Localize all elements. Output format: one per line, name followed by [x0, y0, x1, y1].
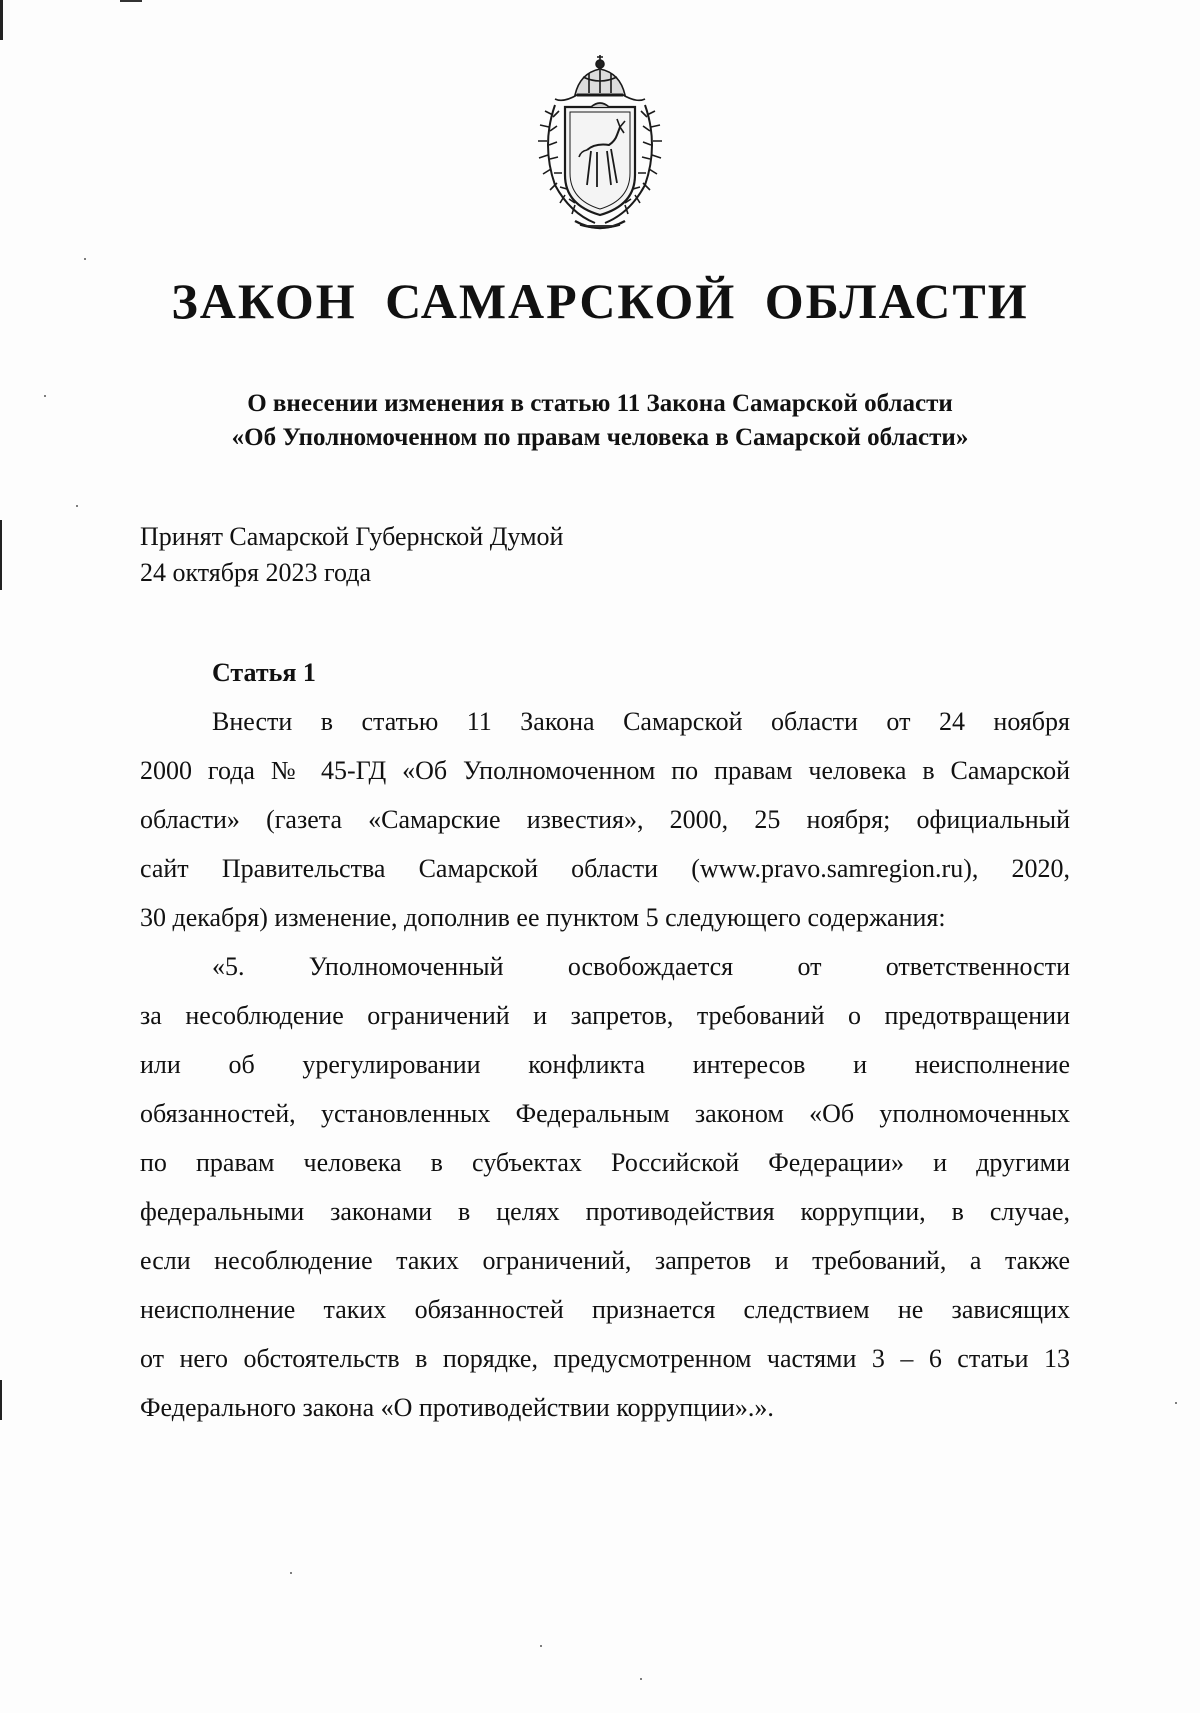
- body-text-line: сайт Правительства Самарской области (www.pravo.samregion.ru), 2020,: [140, 854, 1070, 883]
- body-text-line: федеральными законами в целях противодействия коррупции, в случае,: [140, 1197, 1070, 1226]
- scan-edge: [0, 520, 2, 590]
- body-text-line: если несоблюдение таких ограничений, запретов и требований, а также: [140, 1246, 1070, 1275]
- body-text-line: 30 декабря) изменение, дополнив ее пунктом 5 следующего содержания:: [140, 903, 946, 932]
- body-text-line: или об урегулировании конфликта интересов и неисполнение: [140, 1050, 1070, 1079]
- law-subtitle-line: О внесении изменения в статью 11 Закона Самарской области: [247, 390, 953, 417]
- coat-of-arms-emblem: [525, 55, 675, 235]
- body-text-line: Внести в статью 11 Закона Самарской области от 24 ноября: [212, 707, 1070, 736]
- body-text-line: «5. Уполномоченный освобождается от ответственности: [212, 952, 1070, 981]
- article-heading: Статья 1: [212, 658, 316, 687]
- scan-speck: [84, 258, 86, 260]
- body-text-line: области» (газета «Самарские известия», 2000, 25 ноября; официальный: [140, 805, 1070, 834]
- scan-speck: [1175, 1402, 1177, 1404]
- adoption-note: Принят Самарской Губернской Думой: [140, 522, 564, 551]
- body-text-line: за несоблюдение ограничений и запретов, требований о предотвращении: [140, 1001, 1070, 1030]
- scan-speck: [290, 1572, 292, 1574]
- scan-edge: [0, 1380, 2, 1420]
- body-text-line: Федерального закона «О противодействии коррупции».».: [140, 1393, 774, 1422]
- body-text-line: неисполнение таких обязанностей признается следствием не зависящих: [140, 1295, 1070, 1324]
- body-text-line: 2000 года № 45-ГД «Об Уполномоченном по правам человека в Самарской: [140, 756, 1070, 785]
- law-subtitle-line: «Об Уполномоченном по правам человека в Самарской области»: [231, 424, 969, 451]
- scan-speck: [76, 505, 78, 507]
- scan-mark: [120, 0, 142, 2]
- law-title: ЗАКОН САМАРСКОЙ ОБЛАСТИ: [171, 273, 1029, 329]
- scan-edge: [0, 0, 3, 40]
- body-text-line: по правам человека в субъектах Российской Федерации» и другими: [140, 1148, 1070, 1177]
- body-text-line: обязанностей, установленных Федеральным законом «Об уполномоченных: [140, 1099, 1070, 1128]
- scan-speck: [540, 1645, 542, 1647]
- body-text-line: от него обстоятельств в порядке, предусмотренном частями 3 – 6 статьи 13: [140, 1344, 1070, 1373]
- scan-speck: [640, 1678, 642, 1680]
- adoption-date: 24 октября 2023 года: [140, 558, 371, 587]
